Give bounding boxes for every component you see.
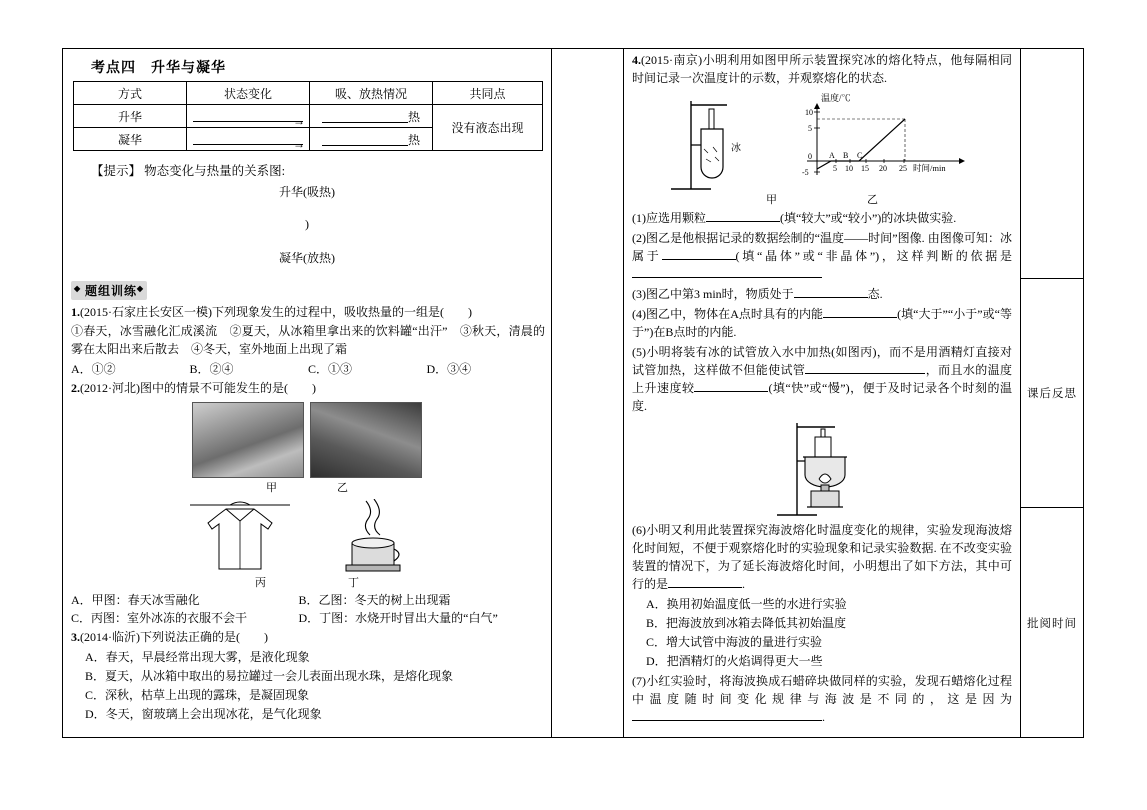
blank-9[interactable] [632, 720, 822, 721]
page-title: 考点四 升华与凝华 [91, 61, 226, 76]
q1-source: (2015·石家庄长安区一模) [80, 305, 212, 319]
q3-option-c[interactable]: C．深秋，枯草上出现的露珠，是凝固现象 [85, 687, 310, 702]
worksheet-table [62, 48, 1084, 738]
q4-sub-7: (7)小红实验时，将海波换成石蜡碎块做同样的实验，发现石蜡熔化过程中温度随时间变化规律与海波是不同的，这是因为. [632, 674, 1012, 724]
q4-sub-3: (3)图乙中第3 min时，物质处于 态. [632, 287, 883, 301]
q2-number: 2. [71, 381, 80, 396]
q4-sub-1: (1)应选用颗粒 (填“较大”或“较小”)的冰块做实验. [632, 211, 957, 225]
svg-text:10: 10 [805, 108, 813, 117]
blank-6[interactable] [805, 373, 925, 374]
svg-text:0: 0 [808, 152, 812, 161]
q4-sub-5: (5)小明将装有冰的试管放入水中加热(如图丙)，而不是用酒精灯直接对试管加热，这样做不但能使试管 ，而且水的温度上升速度较 (填“快”或“慢”)，便于及时记录各个时刻的温度. [632, 345, 1012, 413]
cell-heat-deposition: 热 [310, 128, 433, 151]
q4-option-c[interactable]: C．增大试管中海波的量进行实验 [646, 635, 823, 649]
q4-figure-captions [624, 191, 1020, 207]
caption-bing: 丙 [255, 576, 266, 589]
q1-option-a[interactable]: A．①② [71, 362, 116, 377]
drawing-boiling-kettle [322, 499, 426, 573]
cell-method-deposition: 凝华 [74, 128, 187, 151]
q2-photo-row [63, 402, 551, 478]
section-tag-exercises: ◆ 题组训练 ◆ [71, 281, 147, 300]
caption-fig-jia: 甲 [766, 194, 777, 206]
cell-method-sublimation: 升华 [74, 105, 187, 128]
blank-3[interactable] [632, 277, 822, 278]
q2-options-row2 [71, 609, 545, 627]
svg-text:温度/℃: 温度/℃ [821, 93, 851, 103]
cell-common: 没有液态出现 [433, 105, 543, 151]
q4-sub-2: (2)图乙是他根据记录的数据绘制的“温度——时间”图像. 由图像可知：冰属于 (填“晶体”或“非晶体”)，这样判断的依据是 [632, 229, 1012, 283]
q2-drawing-captions [63, 574, 551, 590]
svg-text:5: 5 [833, 164, 837, 173]
svg-text:25: 25 [899, 164, 907, 173]
q4-figure-row [624, 89, 1020, 193]
sublimation-table [73, 81, 543, 151]
svg-text:A: A [829, 151, 835, 160]
q1-option-c[interactable]: C．①③ [308, 362, 353, 377]
state-change-diagram [63, 179, 551, 275]
question-2 [71, 380, 545, 397]
q4-text: 小明利用如图甲所示装置探究冰的熔化特点，他每隔相同时间记录一次温度计的示数，并观察熔化的状态. [632, 53, 1012, 85]
q1-items: ①春天，冰雪融化汇成溪流 ②夏天，从冰箱里拿出来的饮料罐“出汗” ③秋天，清晨的雾在太阳出来后散去 ④冬天，室外地面上出现了霜 [71, 324, 545, 356]
blank-1[interactable] [706, 221, 780, 222]
diagram-middle-label: ) [305, 217, 309, 231]
blank-7[interactable] [694, 391, 768, 392]
q4-sub-4: (4)图乙中，物体在A点时具有的内能 (填“大于”“小于”或“等于”)在B点时的内能. [632, 307, 1012, 339]
q1-option-d[interactable]: D．③④ [426, 362, 472, 377]
q3-text: 下列说法正确的是( ) [140, 629, 268, 644]
photo-frost-branch [310, 402, 422, 478]
caption-yi: 乙 [337, 481, 348, 494]
figure-ice-melting-apparatus [657, 89, 787, 193]
drawing-frozen-clothes [188, 499, 292, 573]
q1-number: 1. [71, 305, 80, 319]
review-column [1021, 49, 1083, 737]
svg-text:C: C [857, 151, 863, 160]
hint-line [91, 161, 551, 179]
q4-sub-6: (6)小明又利用此装置探究海波熔化时温度变化的规律，实验发现海波熔化时间短，不便于观察熔化时的实验现象和记录实验数据. 在不改变实验装置的情况下，为了延长海波熔化时间，小明想出了如下方法，其中可行的是 . [632, 523, 1012, 591]
caption-ding: 丁 [348, 576, 359, 589]
q2-option-b[interactable]: B．乙图：冬天的树上出现霜 [298, 592, 451, 607]
q4-option-b[interactable]: B．把海波放到冰箱去降低其初始温度 [646, 616, 847, 630]
review-cell-empty[interactable] [1021, 49, 1083, 279]
question-3 [71, 629, 545, 646]
th-change: 状态变化 [187, 82, 310, 105]
q1-options [71, 360, 545, 378]
blank-2[interactable] [662, 259, 736, 260]
q4-source: (2015·南京) [641, 53, 703, 67]
th-method: 方式 [74, 82, 187, 105]
right-column [624, 49, 1021, 737]
hint-text: 物态变化与热量的关系图: [144, 164, 286, 178]
q3-option-a[interactable]: A．春天，早晨经常出现大雾，是液化现象 [85, 649, 310, 664]
cell-heat-sublimation: 热 [310, 105, 433, 128]
notes-column-left[interactable] [552, 49, 624, 737]
cell-change-deposition [187, 128, 310, 151]
cell-change-sublimation [187, 105, 310, 128]
svg-text:时间/min: 时间/min [913, 163, 946, 173]
question-1 [71, 304, 545, 321]
review-cell-reflection[interactable]: 课后反思 [1021, 279, 1083, 509]
svg-text:B: B [843, 151, 849, 160]
q1-text: 下列现象发生的过程中，吸收热量的一组是( ) [212, 305, 472, 319]
q2-options-row1 [71, 591, 545, 609]
q2-options [71, 591, 545, 627]
svg-text:5: 5 [808, 124, 812, 133]
caption-jia: 甲 [266, 481, 277, 494]
q2-text: 图中的情景不可能发生的是( ) [140, 381, 316, 396]
q2-photo-captions [63, 479, 551, 495]
left-column [63, 49, 552, 737]
th-heat: 吸、放热情况 [310, 82, 433, 105]
diagram-bottom-label: 凝华(放热) [279, 251, 335, 265]
blank-8[interactable] [668, 587, 742, 588]
q4-option-a[interactable]: A．换用初始温度低一些的水进行实验 [646, 597, 847, 611]
label-ice: 冰 [731, 143, 741, 154]
question-4 [632, 51, 1012, 87]
svg-text:10: 10 [845, 164, 853, 173]
q2-source: (2012·河北) [80, 381, 140, 396]
figure-water-bath-heating [763, 417, 881, 519]
q2-drawing-row [63, 499, 551, 573]
q4-number: 4. [632, 53, 641, 67]
blank-5[interactable] [823, 317, 897, 318]
caption-fig-yi: 乙 [867, 194, 878, 206]
review-cell-grading-time[interactable]: 批阅时间 [1027, 617, 1077, 630]
q3-number: 3. [71, 629, 80, 644]
q2-option-d[interactable]: D．丁图：水烧开时冒出大量的“白气” [298, 610, 498, 625]
q1-option-b[interactable]: B．②④ [189, 362, 234, 377]
table-row [74, 105, 543, 128]
hint-label: 【提示】 [91, 164, 142, 178]
svg-text:20: 20 [879, 164, 887, 173]
q4-option-d[interactable]: D．把酒精灯的火焰调得更大一些 [646, 654, 823, 668]
q4-alcohol-lamp-figure [624, 417, 1020, 519]
q3-option-d[interactable]: D．冬天，窗玻璃上会出现冰花，是气化现象 [85, 706, 322, 721]
svg-text:15: 15 [861, 164, 869, 173]
th-common: 共同点 [433, 82, 543, 105]
q2-option-c[interactable]: C．丙图：室外冰冻的衣服不会干 [71, 610, 248, 625]
blank-4[interactable] [794, 297, 868, 298]
figure-temperature-time-chart [787, 89, 987, 193]
table-header-row [74, 82, 543, 105]
diagram-top-label: 升华(吸热) [279, 185, 335, 199]
svg-text:-5: -5 [802, 168, 809, 177]
q2-option-a[interactable]: A．甲图：春天冰雪融化 [71, 592, 200, 607]
q3-source: (2014·临沂) [80, 629, 140, 644]
photo-melting-snow [192, 402, 304, 478]
q3-option-b[interactable]: B．夏天，从冰箱中取出的易拉罐过一会儿表面出现水珠，是熔化现象 [85, 668, 454, 683]
